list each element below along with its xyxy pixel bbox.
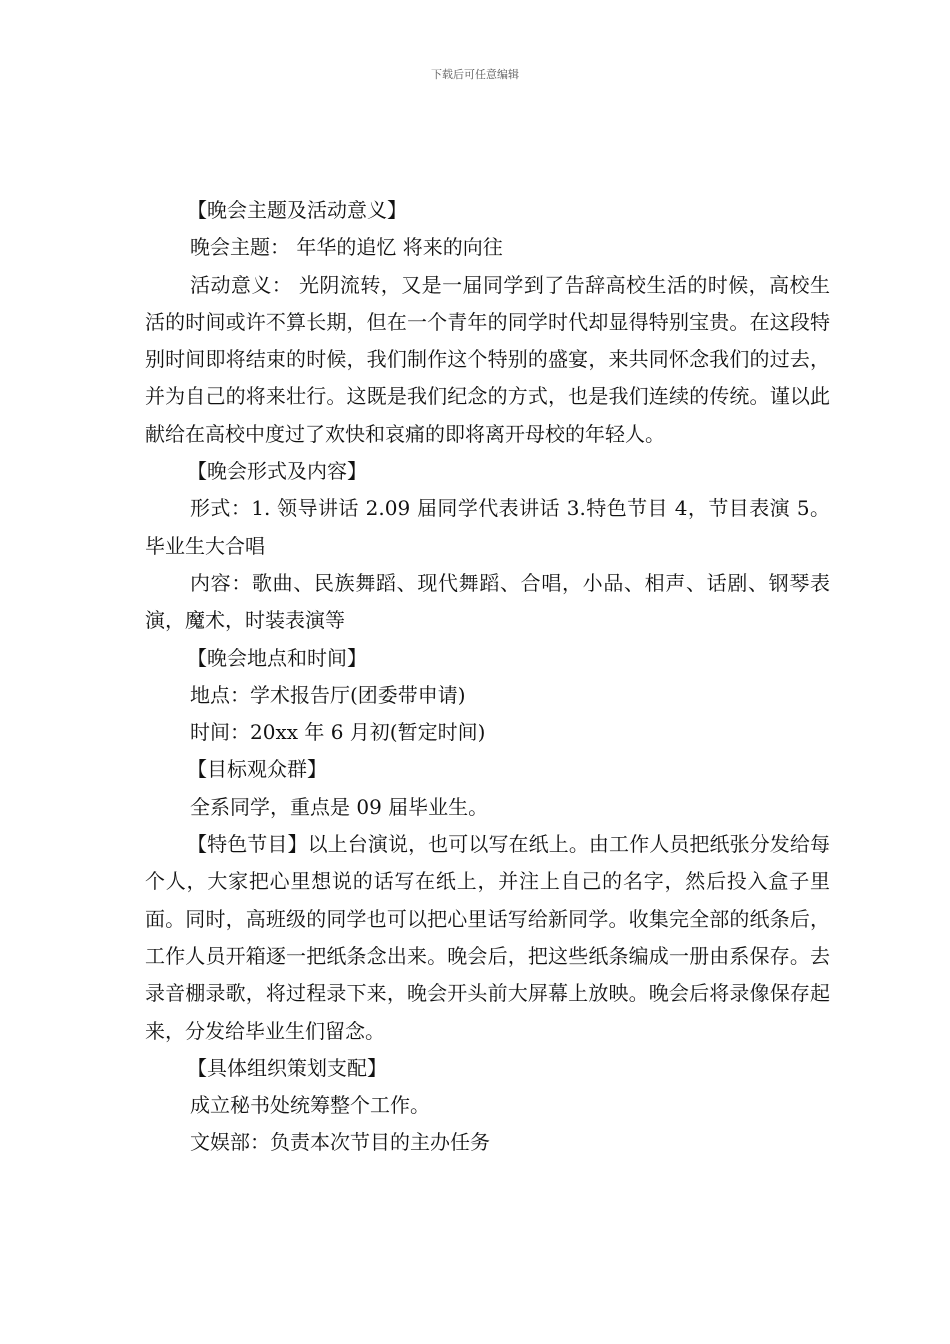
section-heading-audience: 【目标观众群】 [187, 757, 327, 782]
format-paragraph: 形式：1. 领导讲话 2.09 届同学代表讲话 3.特色节目 4，节目表演 5。毕业生大合唱 [145, 496, 830, 558]
page-header-note: 下载后可任意编辑 [431, 68, 519, 81]
section-heading-theme: 【晚会主题及活动意义】 [187, 198, 407, 222]
significance-paragraph: 活动意义： 光阴流转，又是一届同学到了告辞高校生活的时候，高校生活的时间或许不算长期，但在一个青年的同学时代却显得特别宝贵。在这段特别时间即将结束的时候，我们制作这个特别的盛宴，来共同怀念我们的过去，并为自己的将来壮行。这既是我们纪念的方式，也是我们连续的传统。谨以此献给在高校中度过了欢快和哀痛的即将离开母校的年轻人。 [145, 272, 830, 446]
time-line: 时间：20xx 年 6 月初(暂定时间) [190, 720, 486, 745]
section-heading-organization: 【具体组织策划支配】 [187, 1055, 387, 1080]
section-heading-venue-time: 【晚会地点和时间】 [187, 645, 367, 670]
theme-line: 晚会主题： 年华的追忆 将来的向往 [190, 235, 503, 260]
content-paragraph: 内容：歌曲、民族舞蹈、现代舞蹈、合唱，小品、相声、话剧、钢琴表演，魔术，时装表演等 [145, 570, 830, 633]
special-program-paragraph: 【特色节目】以上台演说，也可以写在纸上。由工作人员把纸张分发给每个人，大家把心里想说的话写在纸上，并注上自己的名字，然后投入盒子里面。同时，高班级的同学也可以把心里话写给新同学。收集完全部的纸条后，工作人员开箱逐一把纸条念出来。晚会后，把这些纸条编成一册由系保存。去录音棚录歌，将过程录下来，晚会开头前大屏幕上放映。晚会后将录像保存起来，分发给毕业生们留念。 [145, 832, 830, 1043]
venue-line: 地点：学术报告厅(团委带申请) [190, 682, 466, 707]
section-heading-format: 【晚会形式及内容】 [187, 459, 367, 484]
secretariat-line: 成立秘书处统筹整个工作。 [190, 1093, 430, 1118]
audience-line: 全系同学，重点是 09 届毕业生。 [190, 794, 489, 819]
document-body [145, 192, 830, 1162]
entertainment-dept-line: 文娱部：负责本次节目的主办任务 [190, 1130, 490, 1155]
